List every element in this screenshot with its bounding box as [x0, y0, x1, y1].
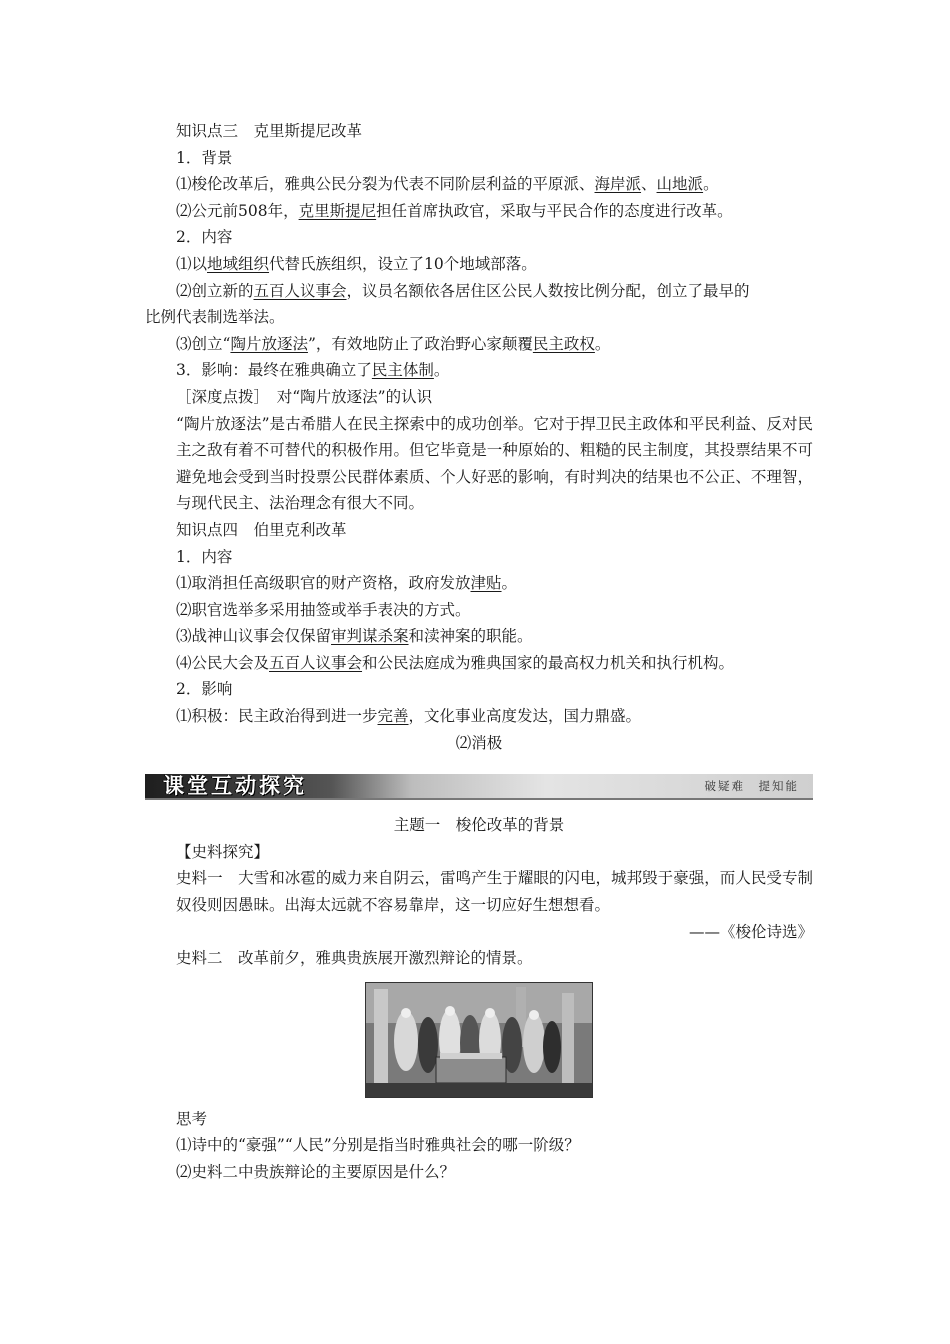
- content-item-3: ⑶战神山议事会仅保留审判谋杀案和渎神案的职能。: [176, 627, 533, 646]
- underlined-term: 审判谋杀案: [331, 627, 409, 646]
- question-1: ⑴诗中的“豪强”“人民”分别是指当时雅典社会的哪一阶级？: [176, 1136, 580, 1155]
- influence-item-2: ⑵消极: [455, 733, 503, 752]
- material-one-source: ——《梭伦诗选》: [688, 922, 813, 941]
- material-two: 史料二 改革前夕，雅典贵族展开激烈辩论的情景。: [176, 949, 533, 968]
- underlined-term: 地域组织: [207, 254, 270, 273]
- underlined-term: 完善: [377, 707, 409, 726]
- deep-insight-text: “陶片放逐法”是古希腊人在民主探索中的成功创举。它对于捍卫民主政体和平民利益、反对民主之敌有着不可替代的积极作用。但它毕竟是一种原始的、粗糙的民主制度，其投票结果不可避免地会受到当时投票公民群体素质、个人好恶的影响，有时判决的结果也不公正、不理智，与现代民主、法治理念有很大不同。: [176, 414, 813, 513]
- painting-illustration: [366, 983, 592, 1097]
- background-item-1: ⑴梭伦改革后，雅典公民分裂为代表不同阶层利益的平原派、海岸派、山地派。: [176, 175, 719, 194]
- banner-subtitle: 破疑难 提知能: [704, 779, 799, 794]
- underlined-term: 民主体制: [371, 361, 434, 380]
- influence-title: 2．影响: [176, 680, 233, 699]
- think-label: 思考: [176, 1109, 208, 1128]
- content-item-2: ⑵职官选举多采用抽签或举手表决的方式。: [176, 600, 471, 619]
- background-item-2: ⑵公元前508年，克里斯提尼担任首席执政官，采取与平民合作的态度进行改革。: [176, 201, 733, 220]
- topic-title: 主题一 梭伦改革的背景: [393, 816, 565, 835]
- underlined-term: 五百人议事会: [253, 281, 347, 300]
- underlined-term: 津贴: [470, 574, 502, 593]
- painting-image: [365, 982, 593, 1098]
- underlined-term: 山地派: [656, 175, 704, 194]
- underlined-term: 民主政权: [532, 334, 595, 353]
- content-item-4: ⑷公民大会及五百人议事会和公民法庭成为雅典国家的最高权力机关和执行机构。: [176, 653, 735, 672]
- content-item-2: ⑵创立新的五百人议事会，议员名额依各居住区公民人数按比例分配，创立了最早的: [176, 281, 750, 300]
- deep-insight-title: ［深度点拨］ 对“陶片放逐法”的认识: [176, 387, 433, 406]
- question-2: ⑵史料二中贵族辩论的主要原因是什么？: [176, 1163, 456, 1181]
- underlined-term: 克里斯提尼: [298, 201, 377, 220]
- underlined-term: 海岸派: [594, 175, 642, 194]
- content-item-1: ⑴取消担任高级职官的财产资格，政府发放津贴。: [176, 574, 518, 593]
- content-title: 2．内容: [176, 228, 233, 247]
- content-title: 1．内容: [176, 547, 233, 566]
- underlined-term: 陶片放逐法: [230, 334, 308, 353]
- background-title: 1．背景: [176, 148, 233, 167]
- influence-item-1: ⑴积极：民主政治得到进一步完善，文化事业高度发达，国力鼎盛。: [176, 707, 642, 726]
- influence-line: 3．影响：最终在雅典确立了民主体制。: [176, 361, 450, 380]
- section-banner: [145, 770, 813, 802]
- document-page: [145, 118, 813, 1186]
- material-label: 【史料探究】: [176, 842, 270, 861]
- section-heading-pericles: 知识点四 伯里克利改革: [176, 520, 347, 539]
- underlined-term: 五百人议事会: [269, 653, 363, 672]
- material-one: 史料一 大雪和冰雹的威力来自阴云，雷鸣产生于耀眼的闪电，城邦毁于豪强，而人民受专制奴役则因愚昧。出海太远就不容易靠岸，这一切应好生想想看。: [176, 869, 813, 915]
- content-item-2-cont: 比例代表制选举法。: [145, 308, 285, 327]
- section-heading-cleisthenes: 知识点三 克里斯提尼改革: [176, 122, 363, 140]
- content-item-3: ⑶创立“陶片放逐法”，有效地防止了政治野心家颠覆民主政权。: [176, 334, 611, 353]
- banner-title: 课堂互动探究: [163, 774, 307, 799]
- content-item-1: ⑴以地域组织代替氏族组织，设立了10个地域部落。: [176, 254, 537, 273]
